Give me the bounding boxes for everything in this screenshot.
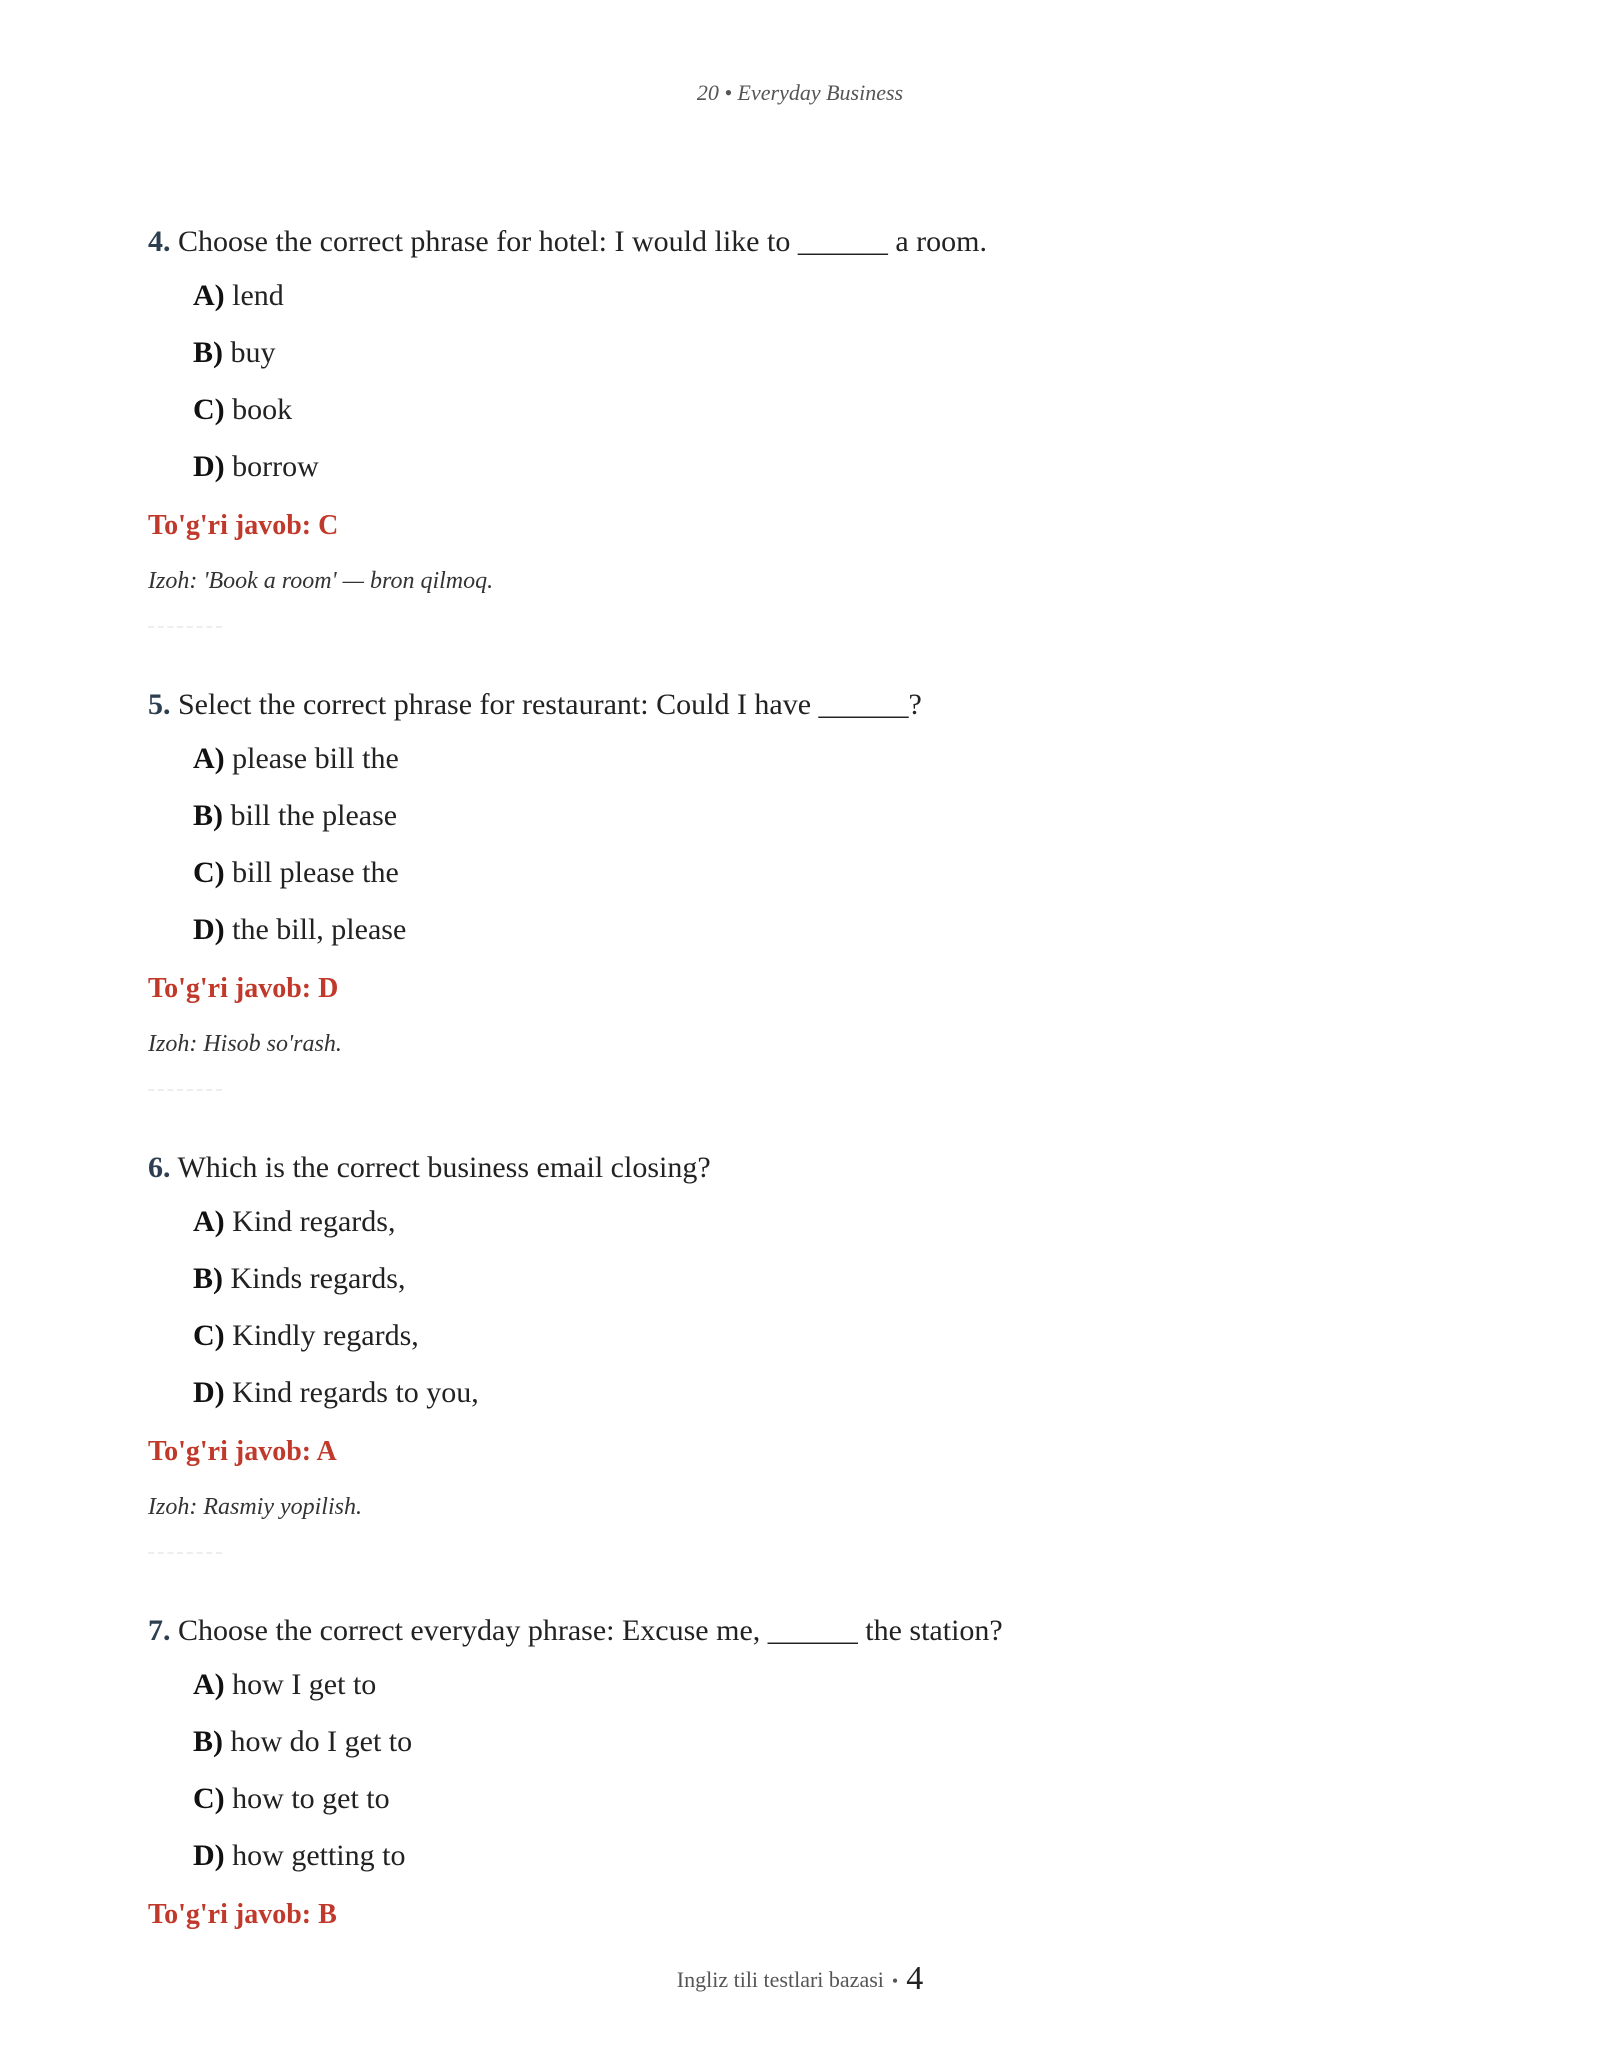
option-text: borrow	[232, 450, 319, 483]
option-d	[193, 1836, 1448, 1893]
option-b	[193, 1259, 1448, 1316]
question-prompt	[148, 1148, 1448, 1188]
option-text: how getting to	[232, 1839, 406, 1872]
option-c	[193, 1316, 1448, 1373]
option-letter: B)	[193, 1262, 223, 1295]
option-letter: C)	[193, 1782, 225, 1815]
option-letter: D)	[193, 913, 225, 946]
option-text: how do I get to	[230, 1725, 413, 1758]
option-text: how I get to	[232, 1668, 377, 1701]
correct-answer: To'g'ri javob: B	[148, 1899, 337, 1930]
divider	[148, 626, 222, 628]
option-letter: D)	[193, 1376, 225, 1409]
option-c	[193, 853, 1448, 910]
option-a	[193, 1202, 1448, 1259]
option-d	[193, 447, 1448, 504]
option-text: bill the please	[230, 799, 398, 832]
option-letter: B)	[193, 1725, 223, 1758]
option-text: the bill, please	[232, 913, 407, 946]
option-letter: A)	[193, 1668, 225, 1701]
option-c	[193, 390, 1448, 447]
option-text: Kind regards to you,	[232, 1376, 479, 1409]
running-header: 20 • Everyday Business	[696, 80, 904, 105]
question-block	[148, 222, 1448, 685]
option-a	[193, 276, 1448, 333]
option-b	[193, 1722, 1448, 1779]
explanation-note: Izoh: Rasmiy yopilish.	[148, 1494, 362, 1520]
option-c	[193, 1779, 1448, 1836]
question-block	[148, 1611, 1448, 1935]
option-letter: C)	[193, 393, 225, 426]
question-number: 7.	[148, 1614, 171, 1647]
correct-answer: To'g'ri javob: D	[148, 973, 339, 1004]
footer-separator: •	[891, 1971, 899, 1991]
question-text: Choose the correct everyday phrase: Excuse me, ______ the station?	[178, 1614, 1003, 1647]
explanation-note: Izoh: Hisob so'rash.	[148, 1031, 342, 1057]
option-text: bill please the	[232, 856, 399, 889]
explanation-note: Izoh: 'Book a room' — bron qilmoq.	[148, 568, 494, 594]
option-letter: D)	[193, 450, 225, 483]
option-letter: C)	[193, 856, 225, 889]
option-text: Kindly regards,	[232, 1319, 419, 1352]
option-list	[193, 1665, 1448, 1893]
option-letter: D)	[193, 1839, 225, 1872]
option-a	[193, 1665, 1448, 1722]
question-number: 4.	[148, 225, 171, 258]
question-block	[148, 685, 1448, 1148]
option-d	[193, 1373, 1448, 1430]
question-prompt	[148, 222, 1448, 262]
footer-title: Ingliz tili testlari bazasi	[676, 1967, 884, 1992]
option-d	[193, 910, 1448, 967]
option-text: please bill the	[232, 742, 399, 775]
question-number: 6.	[148, 1151, 171, 1184]
option-text: how to get to	[232, 1782, 390, 1815]
question-block	[148, 1148, 1448, 1611]
page-footer	[0, 1960, 1600, 1998]
question-text: Select the correct phrase for restaurant: Could I have ______?	[178, 688, 922, 721]
option-text: Kind regards,	[232, 1205, 396, 1238]
page-number: 4	[906, 1960, 924, 1997]
option-text: buy	[230, 336, 276, 369]
option-text: Kinds regards,	[230, 1262, 406, 1295]
question-number: 5.	[148, 688, 171, 721]
option-b	[193, 796, 1448, 853]
option-a	[193, 739, 1448, 796]
divider	[148, 1089, 222, 1091]
option-letter: A)	[193, 279, 225, 312]
question-list	[148, 222, 1448, 1935]
option-list	[193, 276, 1448, 504]
option-b	[193, 333, 1448, 390]
question-text: Which is the correct business email closing?	[177, 1151, 711, 1184]
correct-answer: To'g'ri javob: C	[148, 510, 339, 541]
question-text: Choose the correct phrase for hotel: I would like to ______ a room.	[178, 225, 987, 258]
question-prompt	[148, 685, 1448, 725]
question-prompt	[148, 1611, 1448, 1651]
option-letter: A)	[193, 742, 225, 775]
option-text: lend	[232, 279, 284, 312]
option-list	[193, 739, 1448, 967]
option-list	[193, 1202, 1448, 1430]
option-text: book	[232, 393, 293, 426]
option-letter: B)	[193, 799, 223, 832]
correct-answer: To'g'ri javob: A	[148, 1436, 337, 1467]
divider	[148, 1552, 222, 1554]
option-letter: B)	[193, 336, 223, 369]
option-letter: C)	[193, 1319, 225, 1352]
option-letter: A)	[193, 1205, 225, 1238]
